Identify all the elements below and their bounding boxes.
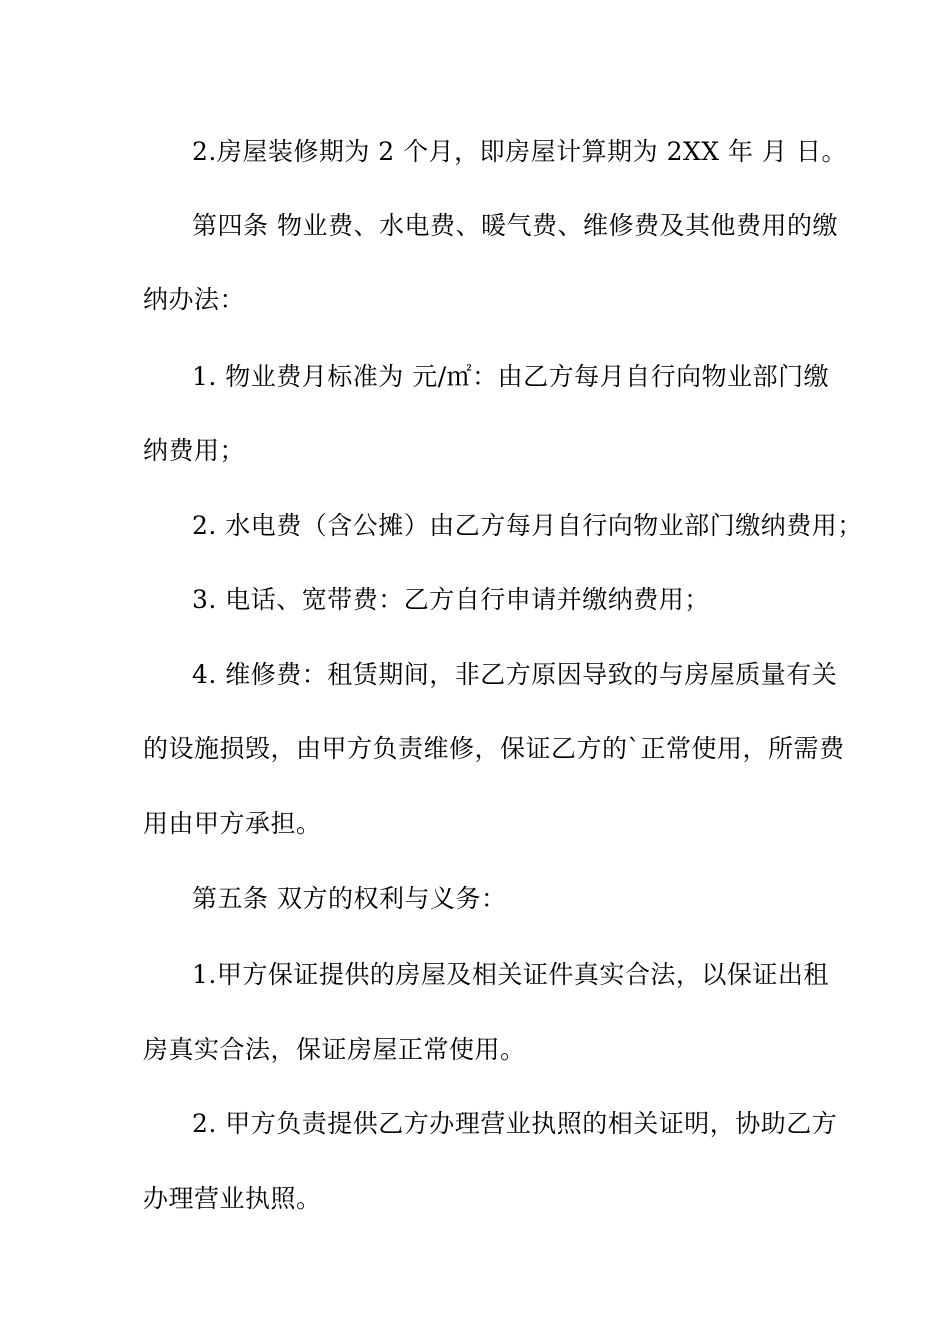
list-item: 4. 维修费：租赁期间，非乙方原因导致的与房屋质量有关 bbox=[192, 660, 838, 689]
paragraph-line: 房真实合法，保证房屋正常使用。 bbox=[143, 1035, 526, 1064]
list-item: 3. 电话、宽带费：乙方自行申请并缴纳费用； bbox=[192, 585, 710, 614]
paragraph-line: 纳办法： bbox=[143, 285, 246, 314]
paragraph-line: 2.房屋装修期为 2 个月，即房屋计算期为 2XX 年 月 日。 bbox=[192, 137, 847, 166]
paragraph-line: 纳费用； bbox=[143, 436, 246, 465]
list-item: 1.甲方保证提供的房屋及相关证件真实合法，以保证出租 bbox=[192, 960, 829, 989]
list-item: 2. 水电费（含公摊）由乙方每月自行向物业部门缴纳费用； bbox=[192, 511, 863, 540]
list-item: 1. 物业费月标准为 元/㎡：由乙方每月自行向物业部门缴 bbox=[192, 362, 830, 391]
paragraph-line: 的设施损毁，由甲方负责维修，保证乙方的`正常使用，所需费 bbox=[143, 734, 845, 763]
paragraph-line: 用由甲方承担。 bbox=[143, 809, 322, 838]
article-heading: 第五条 双方的权利与义务： bbox=[192, 884, 507, 913]
article-heading: 第四条 物业费、水电费、暖气费、维修费及其他费用的缴 bbox=[192, 211, 838, 240]
paragraph-line: 办理营业执照。 bbox=[143, 1184, 322, 1213]
list-item: 2. 甲方负责提供乙方办理营业执照的相关证明，协助乙方 bbox=[192, 1109, 838, 1138]
